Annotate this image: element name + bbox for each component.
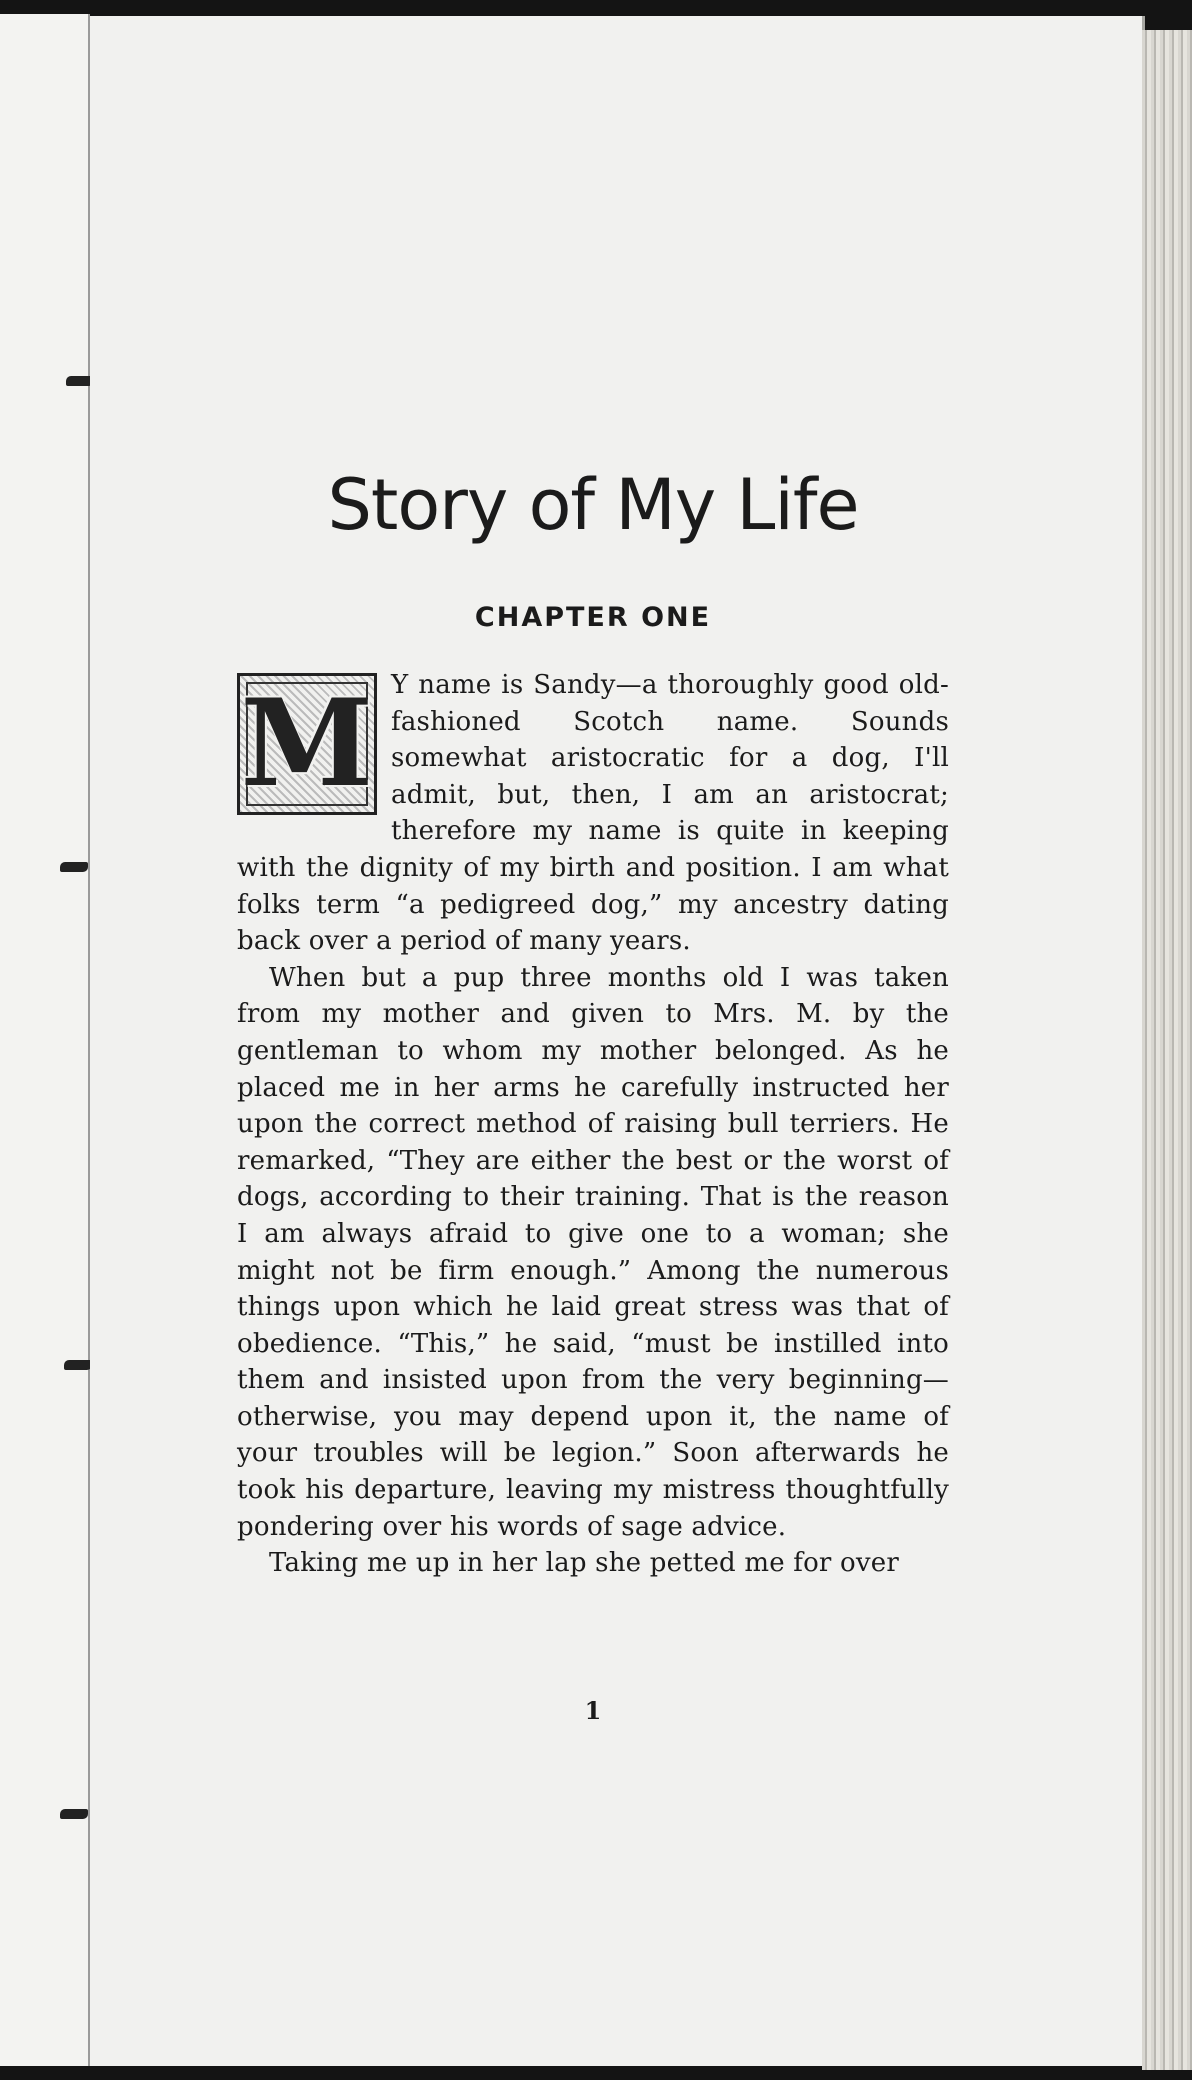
paragraph-2: When but a pup three months old I was taken from my mother and given to Mrs. M. by the gentleman to whom my mother belonged. As he placed me in her arms he carefully instructed her upon the correct method of raising bull terriers. He remarked, “They are either the best or the worst of dogs, according to their training. That is the reason I am always afraid to give one to a woman; she might not be firm enough.” Among the numerous things upon which he laid great stress was that of obedience. “This,” he said, “must be instilled into them and insisted upon from the very beginning—otherwise, you may depend upon it, the name of your troubles will be legion.” Soon afterwards he took his departure, leaving my mistress thoughtfully pondering over his words of sage advice. [237,962,949,1542]
binding-stitch [60,1809,88,1819]
drop-cap-letter: M [240,673,374,814]
paragraph-1-text: Y name is Sandy—a thoroughly good old-fashioned Scotch name. Sounds somewhat aristocratic for a dog, I'll admit, but, then, I am an aristocrat; therefore my name is quite in keeping with the dignity of my birth and position. I am what folks term “a pedigreed dog,” my ancestry dating back over a period of many years. [237,670,949,957]
page-content [237,464,949,1582]
paragraph-1 [237,667,949,960]
book-title: Story of My Life [327,464,859,546]
facing-blank-page [0,14,90,2066]
ornamental-drop-cap [237,673,377,815]
body-text [237,667,949,1582]
paragraph-3: Taking me up in her lap she petted me for over [269,1548,899,1579]
page-edges [1142,30,1192,2070]
binding-stitch [64,1360,92,1370]
page-number: 1 [584,1696,602,1725]
binding-stitch [60,862,88,872]
chapter-heading: CHAPTER ONE [474,602,712,633]
